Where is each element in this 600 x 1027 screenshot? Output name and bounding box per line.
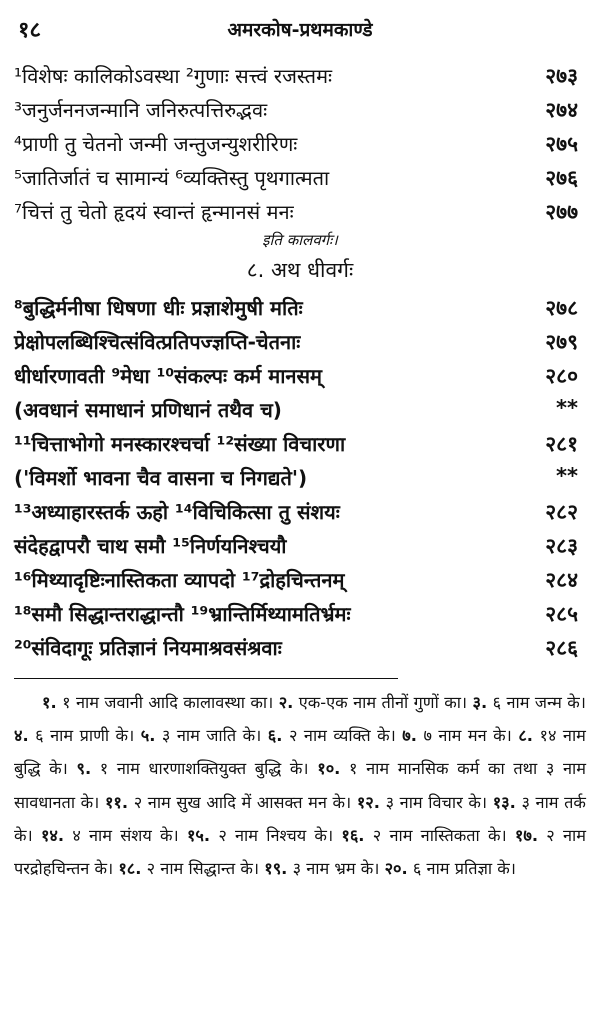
footnote-text: १ नाम धारणाशक्तियुक्त बुद्धि के। xyxy=(99,759,309,779)
footnote-number: १९. xyxy=(264,859,288,879)
verse-line xyxy=(0,428,600,462)
footnote-number: ७. xyxy=(402,726,417,746)
verse-number: २८५ xyxy=(545,602,578,626)
verse-line xyxy=(0,394,600,428)
footnote-number: २. xyxy=(278,693,294,712)
verse-number: २८६ xyxy=(545,636,578,660)
footnote-text: ६ नाम प्राणी के। xyxy=(35,726,135,746)
footnote-number: ११. xyxy=(104,792,129,812)
footnote-number: १२. xyxy=(356,792,380,812)
footnote-text: १४ नाम बुद्धि के। xyxy=(14,726,586,779)
verse-number: २८४ xyxy=(545,568,578,592)
footnote-number: २०. xyxy=(384,859,408,879)
footnote-text: २ नाम व्यक्ति के। xyxy=(288,726,396,746)
verse-line xyxy=(0,598,600,632)
verse-number: २८२ xyxy=(545,500,578,524)
footnote-divider xyxy=(14,678,398,679)
verse-text: ⁴प्राणी तु चेतनो जन्मी जन्तुजन्युशरीरिणः xyxy=(14,132,298,156)
footnote-text: ३ नाम भ्रम के। xyxy=(292,859,380,879)
verse-text: ²⁰संविदागूः प्रतिज्ञानं नियमाश्रवसंश्रवाः xyxy=(14,636,282,660)
verse-line xyxy=(0,292,600,326)
verse-line xyxy=(0,462,600,496)
verse-number: २७४ xyxy=(545,98,578,122)
page-number: १८ xyxy=(18,18,41,43)
page-header xyxy=(0,14,600,44)
footnote-number: ३. xyxy=(472,693,488,712)
footnote-number: ४. xyxy=(14,726,29,746)
verse-line xyxy=(0,60,600,94)
footnote-number: ८. xyxy=(518,726,533,746)
verse-number: २७३ xyxy=(545,64,578,88)
verse-number: २७६ xyxy=(545,166,578,190)
footnote-text: २ नाम परद्रोहचिन्तन के। xyxy=(14,825,586,879)
verse-number: २८३ xyxy=(545,534,578,558)
verse-line xyxy=(0,128,600,162)
verse-line xyxy=(0,94,600,128)
verse-line xyxy=(0,496,600,530)
footnote-text: ३ नाम जाति के। xyxy=(161,726,262,746)
verse-text: ('विमर्शो भावना चैव वासना च निगद्यते') xyxy=(14,466,308,490)
footnote-number: १०. xyxy=(317,759,341,779)
verse-number: २७८ xyxy=(545,296,578,320)
footnote-text: ३ नाम विचार के। xyxy=(385,792,488,812)
verse-text: प्रेक्षोपलब्धिश्चित्संवित्प्रतिपज्ज्ञप्ति-चेतनाः xyxy=(14,330,301,354)
footnote-number: १७. xyxy=(514,825,539,845)
verse-number: २७५ xyxy=(545,132,578,156)
footnote-number: १८. xyxy=(118,859,142,879)
verse-text: ⁷चित्तं तु चेतो हृदयं स्वान्तं हृन्मानसं मनः xyxy=(14,200,294,224)
footnote-number: ६. xyxy=(267,726,283,746)
verse-number: ** xyxy=(556,396,578,420)
verse-text: ¹विशेषः कालिकोऽवस्था ²गुणाः सत्त्वं रजस्तमः xyxy=(14,64,333,88)
footnote-text: ४ नाम संशय के। xyxy=(72,825,179,845)
running-title: अमरकोष-प्रथमकाण्डे xyxy=(227,19,373,41)
verse-text: धीर्धारणावती ⁹मेधा ¹⁰संकल्पः कर्म मानसम् xyxy=(14,364,322,388)
footnote-text: २ नाम सिद्धान्त के। xyxy=(146,859,260,879)
verse-block xyxy=(0,60,600,666)
verse-text: (अवधानं समाधानं प्रणिधानं तथैव च) xyxy=(14,398,282,422)
verse-text: ³जनुर्जननजन्मानि जनिरुत्पत्तिरुद्भवः xyxy=(14,98,268,122)
section-end-note: इति कालवर्गः। xyxy=(262,231,338,249)
verse-text: ⁸बुद्धिर्मनीषा धिषणा धीः प्रज्ञाशेमुषी मतिः xyxy=(14,296,303,320)
verse-text: ¹³अध्याहारस्तर्क ऊहो ¹⁴विचिकित्सा तु संशयः xyxy=(14,500,340,524)
verse-text: ¹⁶मिथ्यादृष्टिःनास्तिकता व्यापदो ¹⁷द्रोहचिन्तनम् xyxy=(14,568,345,592)
verse-line xyxy=(0,564,600,598)
footnote-text: २ नाम नास्तिकता के। xyxy=(372,825,507,845)
verse-line xyxy=(0,632,600,666)
footnote-number: १४. xyxy=(40,825,65,845)
verse-number: २८० xyxy=(545,364,578,388)
verse-line xyxy=(0,360,600,394)
footnote-text: ६ नाम प्रतिज्ञा के। xyxy=(412,859,516,879)
footnote-number: ९. xyxy=(76,759,92,779)
verse-text: संदेहद्वापरौ चाथ समौ ¹⁵निर्णयनिश्चयौ xyxy=(14,534,287,558)
verse-number: ** xyxy=(556,464,578,488)
footnote-text: १ नाम मानसिक कर्म का तथा ३ नाम सावधानता के। xyxy=(14,759,586,812)
verse-text: ⁵जातिर्जातं च सामान्यं ⁶व्यक्तिस्तु पृथगात्मता xyxy=(14,166,330,190)
footnote-text: ७ नाम मन के। xyxy=(423,726,512,746)
footnote-text: ६ नाम जन्म के। xyxy=(492,693,586,712)
footnotes xyxy=(14,686,586,885)
footnote-number: १६. xyxy=(341,825,365,845)
section-heading: ८. अथ धीवर्गः xyxy=(246,258,354,282)
verse-line xyxy=(0,530,600,564)
verse-line xyxy=(0,326,600,360)
footnote-text: ३ नाम तर्क के। xyxy=(14,792,586,845)
verse-line xyxy=(0,162,600,196)
footnote-text: १ नाम जवानी आदि कालावस्था का। xyxy=(62,693,274,712)
verse-number: २७९ xyxy=(545,330,578,354)
footnote-text: २ नाम निश्चय के। xyxy=(218,825,334,845)
verse-number: २८१ xyxy=(545,432,578,456)
footnote-number: १३. xyxy=(492,792,516,812)
verse-text: ¹⁸समौ सिद्धान्तराद्धान्तौ ¹⁹भ्रान्तिर्मिथ्यामतिर्भ्रमः xyxy=(14,602,351,626)
footnote-number: ५. xyxy=(140,726,156,746)
footnote-text: २ नाम सुख आदि में आसक्त मन के। xyxy=(133,792,352,812)
verse-line xyxy=(0,196,600,230)
footnote-number: १. xyxy=(42,693,57,712)
footnote-text: एक-एक नाम तीनों गुणों का। xyxy=(298,693,468,712)
footnote-number: १५. xyxy=(186,825,211,845)
verse-text: ¹¹चित्ताभोगो मनस्कारश्चर्चा ¹²संख्या विचारणा xyxy=(14,432,346,456)
verse-number: २७७ xyxy=(545,200,578,224)
